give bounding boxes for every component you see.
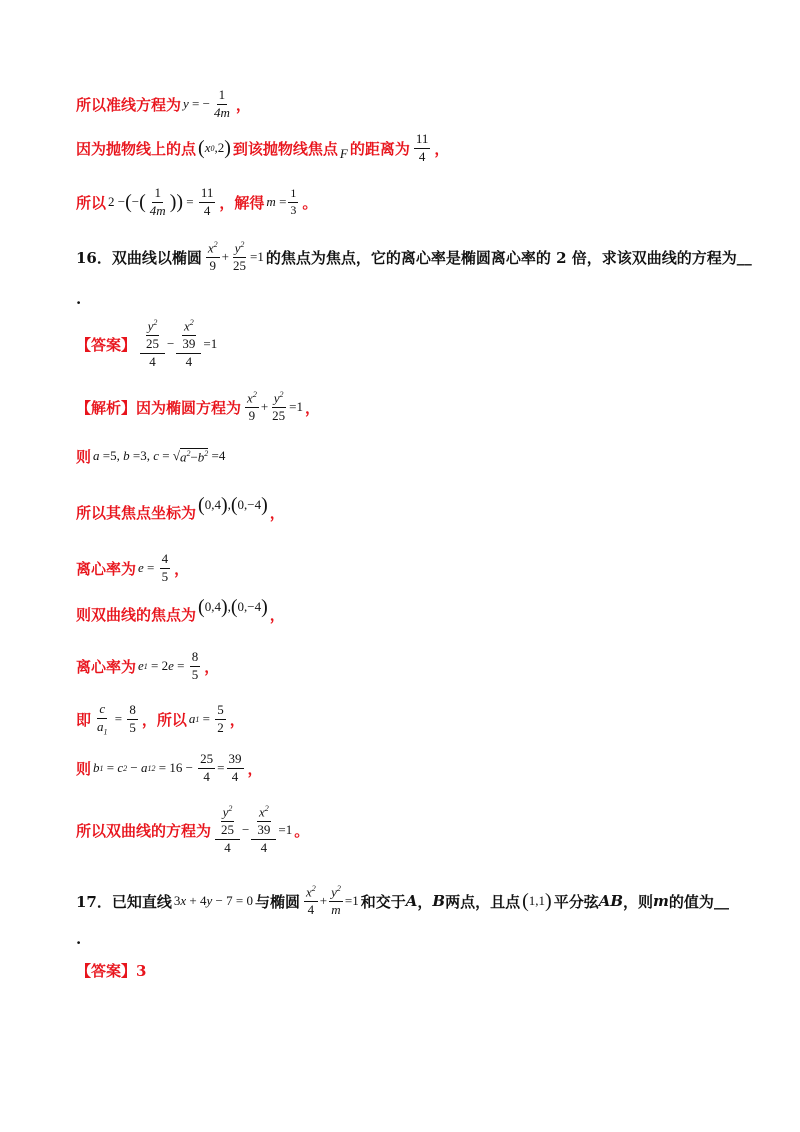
analysis-line-9 xyxy=(76,804,309,856)
text: 的焦点为焦点，它的离心率是椭圆离心率的 2 倍，求该双曲线的方程为 xyxy=(265,248,737,267)
text: 离心率为 xyxy=(76,657,137,676)
analysis-line-5 xyxy=(76,595,285,625)
text: 。 xyxy=(302,193,318,212)
answer-value: 3 xyxy=(136,961,147,980)
formula-m: m = $\frac{1}{3}$ xyxy=(266,186,297,217)
text: 和交于 xyxy=(360,892,406,911)
text: . xyxy=(76,290,82,308)
formula-midpoint: ( 1,1 ) xyxy=(522,890,552,913)
formula-ellipse: $\frac{x^2}{9}$ + $\frac{y^2}{25}$ =1 xyxy=(207,240,264,274)
text: 因为椭圆方程为 xyxy=(136,398,242,417)
answer-16 xyxy=(76,318,219,370)
text: 因为抛物线上的点 xyxy=(76,139,197,158)
formula-c-over-a: $\frac{c}{a_1}$ = $\frac{8}{5}$ xyxy=(97,701,136,737)
formula-hyperbola: $\frac{\frac{y^2}{25}}{4}$ − $\frac{\frac{x^2}{39}}{4}$ =1 xyxy=(213,804,292,856)
text: 离心率为 xyxy=(76,559,137,578)
text: 17．已知直线 xyxy=(76,892,172,911)
formula-equation: 2 − ( − ( $\frac{1}{4m}$ ) ) = $\frac{11}{4}$ xyxy=(108,185,214,218)
text: . xyxy=(76,930,82,948)
text: 则 xyxy=(76,448,92,466)
answer-17 xyxy=(76,960,146,981)
text: ，则 xyxy=(623,892,654,911)
solution-line-point xyxy=(76,132,449,165)
text: 所以 xyxy=(76,193,107,212)
formula-point: ( x 0 ,2 ) xyxy=(198,137,231,160)
formula-hyperbola: $\frac{\frac{y^2}{25}}{4}$ − $\frac{\frac{x^2}{39}}{4}$ =1 xyxy=(138,318,217,370)
formula-directrix: y = − $\frac{1}{4m}$ xyxy=(183,87,230,120)
text: 则双曲线的焦点为 xyxy=(76,606,197,624)
text: ， xyxy=(305,398,321,417)
question-16 xyxy=(76,240,752,274)
formula-hecc: e 1 = 2 e = $\frac{8}{5}$ xyxy=(138,649,199,682)
blank: __ xyxy=(736,248,752,267)
analysis-line-3 xyxy=(76,493,285,523)
point-B: B xyxy=(432,892,446,911)
analysis-line-4 xyxy=(76,552,189,585)
text: 。 xyxy=(294,821,310,840)
formula-abc: a =5, b =3, c = √ $a^2-b^2$ =4 xyxy=(93,448,226,465)
analysis-line-1 xyxy=(76,390,320,424)
point-A: A xyxy=(405,892,418,911)
analysis-line-2 xyxy=(76,446,227,467)
formula-distance: $\frac{11}{4}$ xyxy=(415,131,429,164)
formula-ecc: e = $\frac{4}{5}$ xyxy=(138,551,169,584)
formula-focus-F: F xyxy=(339,146,348,162)
text: 到该抛物线焦点 xyxy=(232,139,338,158)
text: 平分弦 xyxy=(553,892,599,911)
text: 所以双曲线的方程为 xyxy=(76,821,212,840)
text: 16．双曲线以椭圆 xyxy=(76,248,202,267)
formula-foci: ( 0,4 ) , ( 0,−4 ) xyxy=(198,595,268,618)
text: 两点，且点 xyxy=(445,892,521,911)
analysis-line-6 xyxy=(76,650,219,683)
analysis-line-8 xyxy=(76,752,263,785)
blank: __ xyxy=(713,892,729,911)
answer-label: 【答案】 xyxy=(76,962,137,980)
solution-line-directrix xyxy=(76,88,251,121)
text: 则 xyxy=(76,759,92,778)
text: ， xyxy=(417,892,433,911)
text: ，所以 xyxy=(141,710,187,729)
text: ， xyxy=(269,504,285,522)
text: ， xyxy=(269,606,285,624)
text: 即 xyxy=(76,710,92,729)
formula-b1: b 1 = c 2 − a 1 2 = 16 − $\frac{25}{4}$ = $\frac{39}{4}$ xyxy=(93,751,242,784)
chord-AB: AB xyxy=(598,892,624,911)
analysis-label: 【解析】 xyxy=(76,398,137,417)
text: ， xyxy=(247,759,263,778)
text: ， xyxy=(235,95,251,114)
text: 的值为 xyxy=(668,892,714,911)
text: 的距离为 xyxy=(349,139,410,158)
solution-line-solve xyxy=(76,186,317,219)
var-m: m xyxy=(653,892,669,911)
text: 所以其焦点坐标为 xyxy=(76,504,197,522)
text: ， xyxy=(204,657,220,676)
text: ， xyxy=(174,559,190,578)
question-17 xyxy=(76,884,729,918)
formula-a1: a 1 = $\frac{5}{2}$ xyxy=(188,701,224,735)
text: ， xyxy=(434,139,450,158)
answer-label: 【答案】 xyxy=(76,335,137,354)
text: ， xyxy=(229,710,245,729)
question-16-end xyxy=(76,290,81,308)
question-17-end xyxy=(76,930,81,948)
text: ，解得 xyxy=(219,193,265,212)
text: 与椭圆 xyxy=(254,892,300,911)
analysis-line-7 xyxy=(76,702,245,737)
text: 所以准线方程为 xyxy=(76,95,182,114)
formula-ellipse: $\frac{x^2}{9}$ + $\frac{y^2}{25}$ =1 xyxy=(247,390,303,424)
formula-line: 3 x + 4 y − 7 = 0 xyxy=(173,893,253,909)
formula-foci: ( 0,4 ) , ( 0,−4 ) xyxy=(198,493,268,516)
formula-ellipse-m: $\frac{x^2}{4}$ + $\frac{y^2}{m}$ =1 xyxy=(305,884,359,918)
